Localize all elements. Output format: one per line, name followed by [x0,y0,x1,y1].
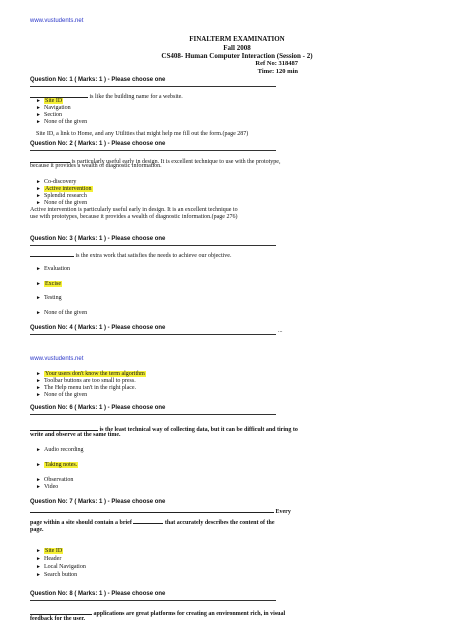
arrow-icon: ► [36,448,41,453]
option-label: Observation [44,477,74,483]
divider [30,150,276,151]
question-6-text: is the least technical way of collecting data, but it can be difficult and tiring to [99,427,298,433]
option[interactable] [36,179,76,185]
option-label: Search button [44,572,78,578]
option[interactable] [36,447,84,453]
question-3-text: is the extra work that satisfies the needs to achieve our objective. [75,253,232,259]
option[interactable] [36,462,78,468]
ref-number: Ref No: 318487 [255,60,298,67]
arrow-icon: ► [36,478,41,483]
option-label: Excise [45,281,61,287]
question-7-text-2b: that accurately describes the content of the [164,520,275,526]
option-label: Your users don't know the term algorithm [45,371,145,377]
option-label: The Help menu isn't in the right place. [44,385,137,391]
question-7-stem [30,506,291,515]
answer-blank [30,424,98,431]
question-6-label: Question No: 6 ( Marks: 1 ) - Please choose one [30,405,166,411]
divider [30,245,276,246]
option-label: Video [44,484,59,490]
question-7-label: Question No: 7 ( Marks: 1 ) - Please choose one [30,499,166,505]
continuation-dots: ... [278,328,283,334]
option[interactable] [36,200,87,206]
option[interactable] [36,105,71,111]
question-2-text: is particularly useful early in design. It is excellent technique to use with the prototype, [71,159,281,165]
option[interactable] [36,112,62,118]
option[interactable] [36,98,63,104]
arrow-icon: ► [36,379,41,384]
question-1-label: Question No: 1 ( Marks: 1 ) - Please choose one [30,77,166,83]
option[interactable] [36,310,87,316]
arrow-icon: ► [36,372,41,377]
option[interactable] [36,564,86,570]
course-title: CS408- Human Computer Interaction (Session - 2) [161,52,313,60]
divider [30,600,276,601]
arrow-icon: ► [36,180,41,185]
arrow-icon: ► [36,296,41,301]
arrow-icon: ► [36,393,41,398]
arrow-icon: ► [36,565,41,570]
option[interactable] [36,548,63,554]
option-label: None of the given [44,200,88,206]
option[interactable] [36,572,77,578]
option-label: Local Navigation [44,564,86,570]
answer-note-2: use with prototypes, because it provides a wealth of diagnostic information.(page 276) [30,214,238,220]
option-label: Site ID [45,548,63,554]
option[interactable] [36,266,70,272]
site-label[interactable]: www.vustudents.net [30,18,84,24]
site-label[interactable]: www.vustudents.net [30,356,84,362]
answer-note: Active intervention is particularly useful early in design. It is an excellent technique to [30,207,238,213]
option[interactable] [36,392,87,398]
answer-blank [30,250,74,257]
answer-blank [30,156,70,163]
divider [30,414,276,415]
exam-term: Fall 2008 [223,44,251,52]
question-8-label: Question No: 8 ( Marks: 1 ) - Please choose one [30,591,166,597]
question-3-stem [30,250,231,259]
arrow-icon: ► [36,311,41,316]
option[interactable] [36,186,93,192]
option-label: Site ID [45,98,63,104]
answer-note: Site ID, a link to Home, and any Utilities that might help me fill out the form.(page 287) [36,131,249,137]
question-8-text: applications are great platforms for creating an environment rich, in visual [93,611,286,617]
option[interactable] [36,119,87,125]
option-label: Splendid research [44,193,87,199]
option[interactable] [36,281,62,287]
option-label: None of the given [44,310,88,316]
option[interactable] [36,378,136,384]
question-7-text-3: page. [30,527,44,533]
option[interactable] [36,295,62,301]
arrow-icon: ► [36,201,41,206]
divider [30,86,276,87]
time-limit: Time: 120 min [257,68,298,75]
arrow-icon: ► [36,113,41,118]
option-label: Audio recording [44,447,84,453]
question-4-label: Question No: 4 ( Marks: 1 ) - Please choose one [30,325,166,331]
option[interactable] [36,371,146,377]
answer-blank [133,517,163,524]
arrow-icon: ► [36,549,41,554]
arrow-icon: ► [36,282,41,287]
option[interactable] [36,193,87,199]
option[interactable] [36,556,61,562]
arrow-icon: ► [36,485,41,490]
arrow-icon: ► [36,106,41,111]
question-6-text-2: write and observe at the same time. [30,432,121,438]
question-7-text-2 [30,517,275,526]
option-label: Testing [44,295,62,301]
answer-blank [30,91,88,98]
arrow-icon: ► [36,557,41,562]
option[interactable] [36,385,136,391]
option-label: Section [44,112,62,118]
option-label: Evaluation [44,266,70,272]
arrow-icon: ► [36,463,41,468]
option-label: Toolbar buttons are too small to press. [44,378,136,384]
option-label: None of the given [44,119,88,125]
answer-blank [30,506,274,513]
option[interactable] [36,477,73,483]
arrow-icon: ► [36,120,41,125]
arrow-icon: ► [36,187,41,192]
option-label: None of the given [44,392,88,398]
option-label: Navigation [44,105,71,111]
arrow-icon: ► [36,386,41,391]
question-3-label: Question No: 3 ( Marks: 1 ) - Please choose one [30,236,166,242]
divider [30,334,276,335]
arrow-icon: ► [36,99,41,104]
arrow-icon: ► [36,267,41,272]
answer-blank [30,608,92,615]
arrow-icon: ► [36,194,41,199]
question-1-text: is like the building name for a website. [89,94,183,100]
question-7-text-2a: page within a site should contain a brief [30,520,132,526]
option-label: Active intervention [45,186,92,192]
question-2-label: Question No: 2 ( Marks: 1 ) - Please choose one [30,141,166,147]
option-label: Taking notes. [45,462,78,468]
option-label: Header [44,556,62,562]
question-7-text: Every [275,509,291,515]
question-2-text-2: because it provides a wealth of diagnostic information. [30,163,162,169]
exam-title: FINALTERM EXAMINATION [189,35,285,43]
option-label: Co-discovery [44,179,77,185]
question-8-text-2: feedback for the user. [30,616,85,622]
option[interactable] [36,484,58,490]
arrow-icon: ► [36,573,41,578]
